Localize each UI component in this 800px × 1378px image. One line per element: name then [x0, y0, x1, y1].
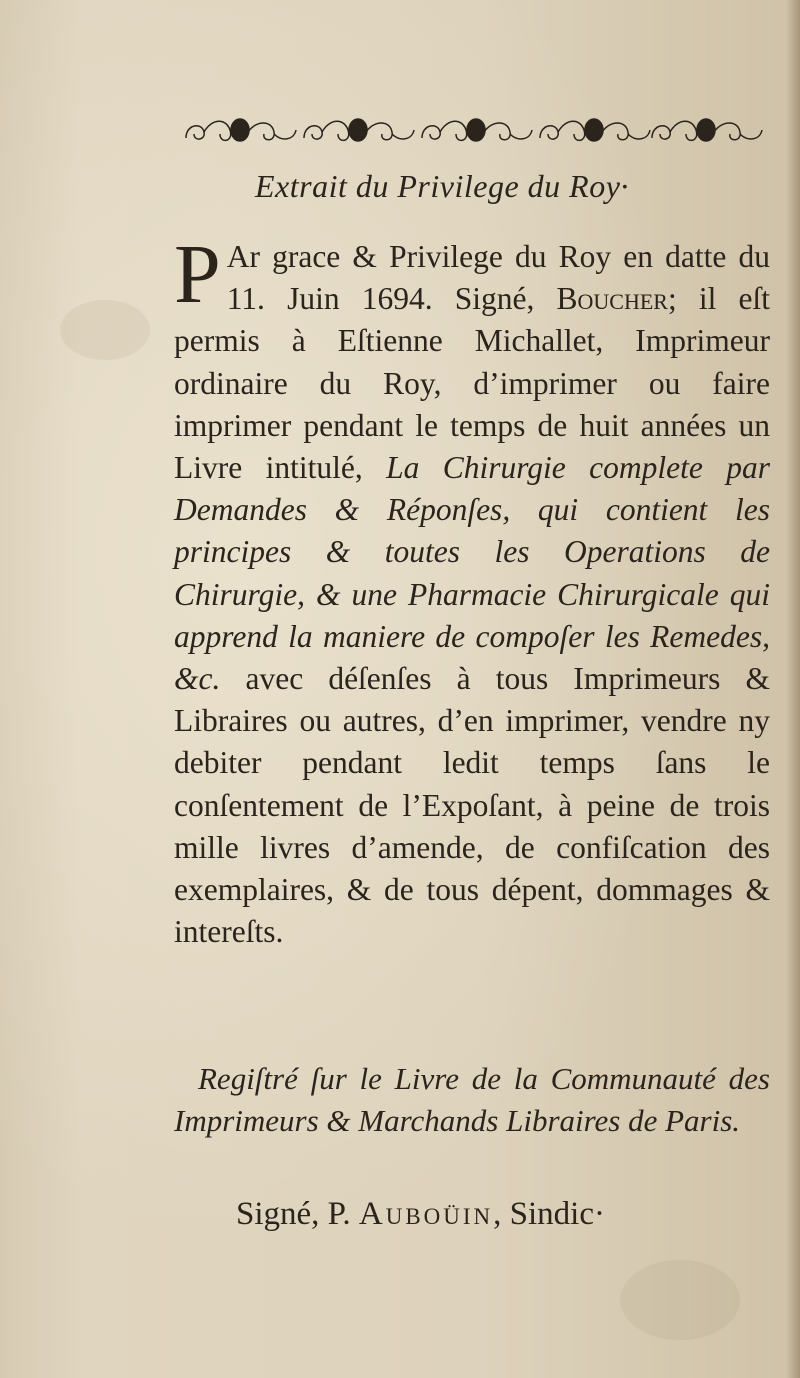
- privilege-text-roman: Ar grace & Privilege du Roy en datte du 11. Juin 1694. Signé,: [226, 239, 770, 317]
- paper-stain: [60, 300, 150, 360]
- paper-stain: [620, 1260, 740, 1340]
- privilege-text-roman: ; il eſt permis à Eſtienne Michallet, Imprimeur ordinaire du Roy, d’imprimer ou faire imprimer pendant le temps de huit années un Livre intitulé,: [174, 281, 770, 486]
- page-edge-shadow: [786, 0, 800, 1378]
- syndic-name: Auboüin: [358, 1196, 494, 1232]
- page-title: Extrait du Privilege du Roy·: [255, 168, 629, 204]
- signatory-name: Boucher: [556, 281, 668, 317]
- drop-cap: P: [174, 228, 221, 321]
- privilege-text-roman: avec déſenſes à tous Imprimeurs & Libraires ou autres, d’en imprimer, vendre ny debiter pendant ledit temps ſans le conſentement de l’Expoſant, à peine de trois mille livres d’amende, de confiſcation des exemplaires, & de tous dépent, dommages & intereſts.: [174, 661, 770, 950]
- signature-prefix: Signé, P.: [236, 1196, 351, 1232]
- signature-line: [236, 1196, 776, 1233]
- book-title-italic: La Chirurgie complete par Demandes & Réponſes, qui contient les principes & toutes les Operations de Chirurgie, & une Pharmacie Chirurgicale qui apprend la maniere de compoſer les Remedes, &c.: [174, 450, 770, 697]
- signature-suffix: , Sindic·: [493, 1196, 605, 1232]
- printers-ornament-band: [182, 112, 767, 150]
- privilege-paragraph: [174, 228, 770, 953]
- registration-note: Regiſtré ſur le Livre de la Communauté des Imprimeurs & Marchands Libraires de Paris.: [174, 1061, 770, 1138]
